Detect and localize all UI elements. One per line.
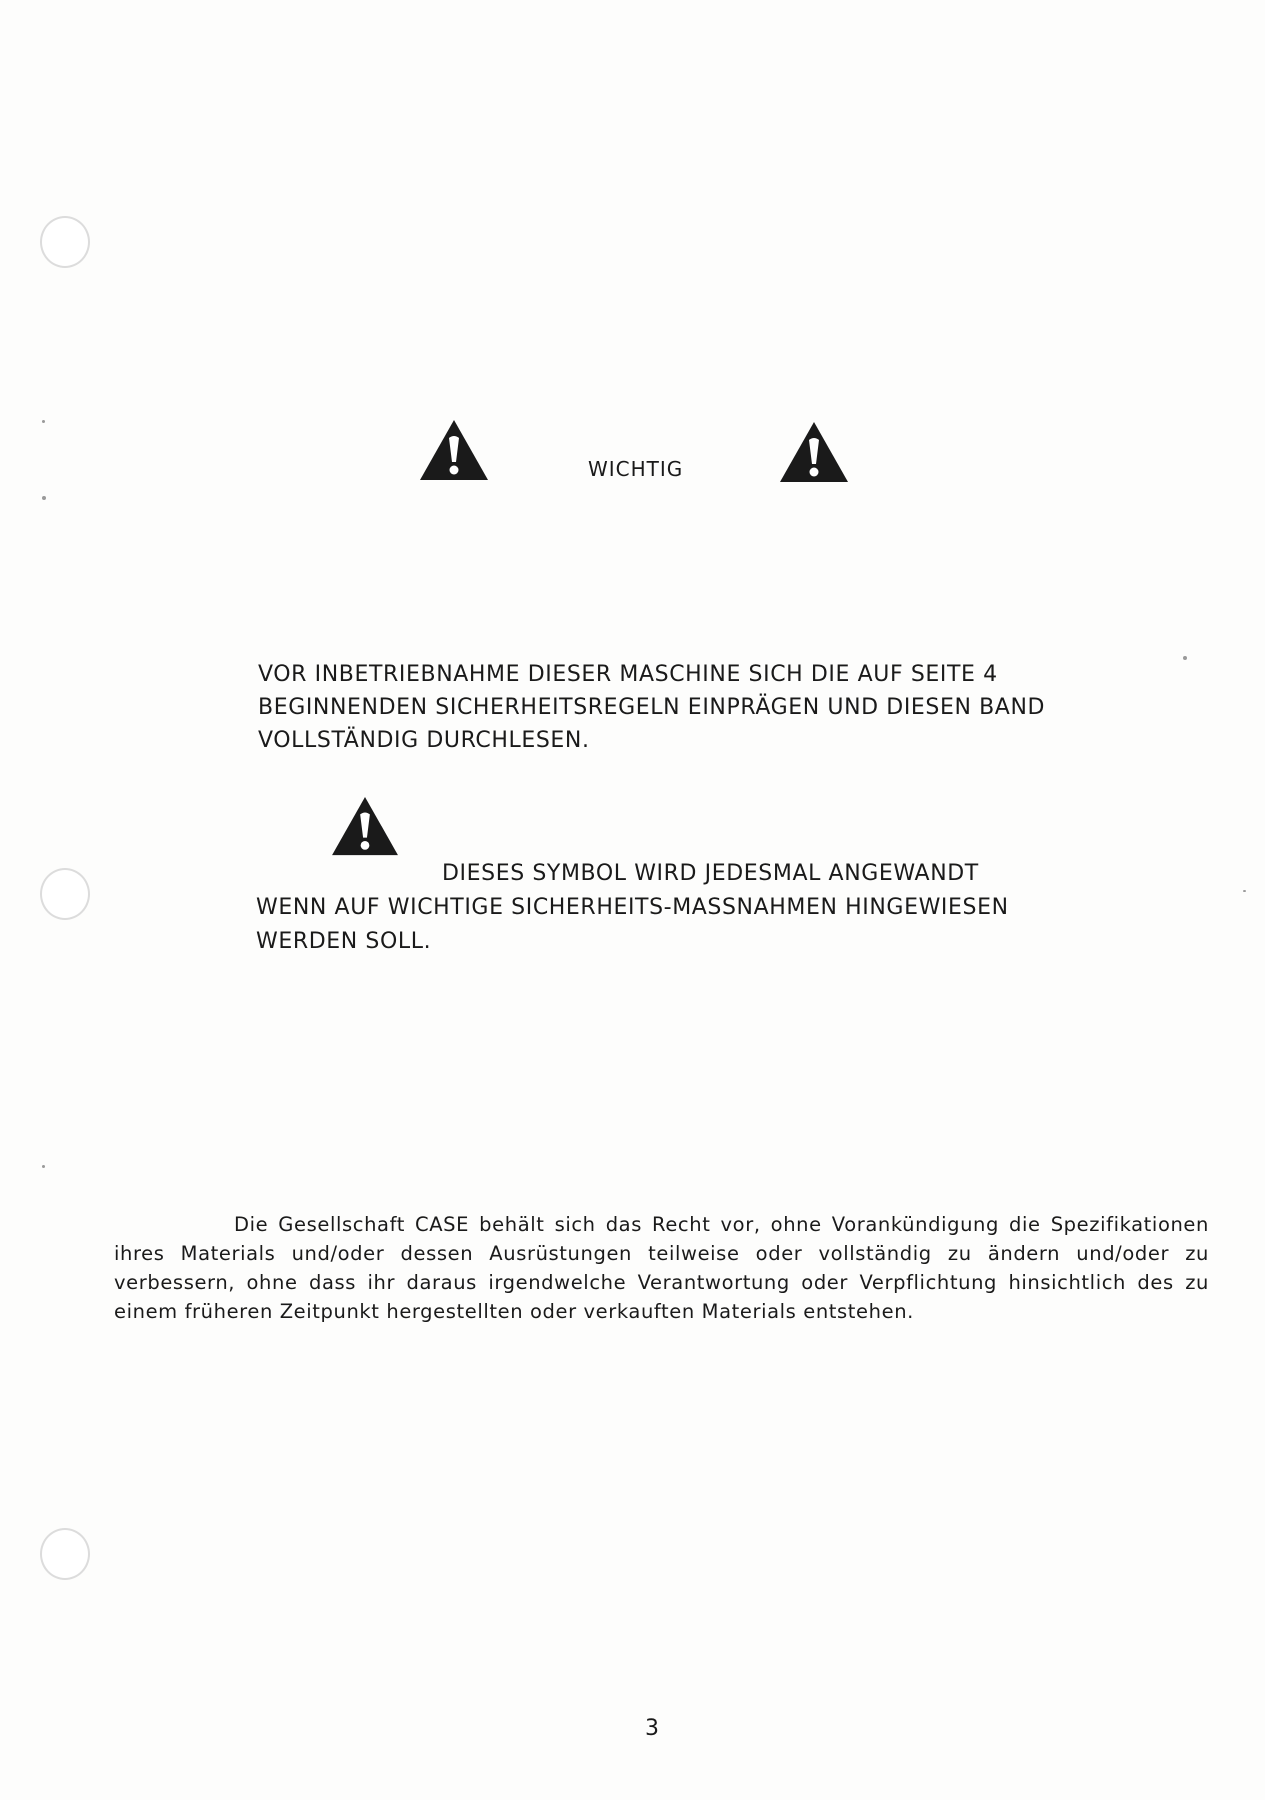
scan-speck [1183, 656, 1187, 660]
safety-notice: VOR INBETRIEBNAHME DIESER MASCHINE SICH DIE AUF SEITE 4 BEGINNENDEN SICHERHEITSREGELN EINPRÄGEN UND DIESEN BAND VOLLSTÄNDIG DURCHLESEN. [258, 662, 1046, 753]
scan-speck [42, 420, 45, 423]
scan-speck [1243, 890, 1246, 892]
warning-triangle-icon [778, 420, 850, 484]
page-number: 3 [645, 1716, 659, 1741]
scan-speck [42, 1165, 45, 1168]
punch-hole-bottom [40, 1528, 90, 1580]
punch-hole-top [40, 216, 90, 268]
punch-hole-middle [40, 868, 90, 920]
legal-disclaimer: Die Gesellschaft CASE behält sich das Recht vor, ohne Vorankündigung die Spezifikationen ihres Materials und/oder dessen Ausrüstungen teilweise oder vollständig zu ändern und/oder zu verbessern, ohne dass ihr daraus irgendwelche Verantwortung oder Verpflichtung hinsichtlich des zu einem früheren Zeitpunkt hergestellten oder verkauften Materials entstehen. [114, 1212, 1209, 1323]
warning-triangle-icon [330, 795, 400, 857]
warning-triangle-icon [418, 418, 490, 482]
page-heading: WICHTIG [588, 457, 684, 481]
scan-speck [42, 496, 46, 500]
symbol-explanation: DIESES SYMBOL WIRD JEDESMAL ANGEWANDT WENN AUF WICHTIGE SICHERHEITS-MASSNAHMEN HINGEWIESEN WERDEN SOLL. [256, 861, 1009, 954]
